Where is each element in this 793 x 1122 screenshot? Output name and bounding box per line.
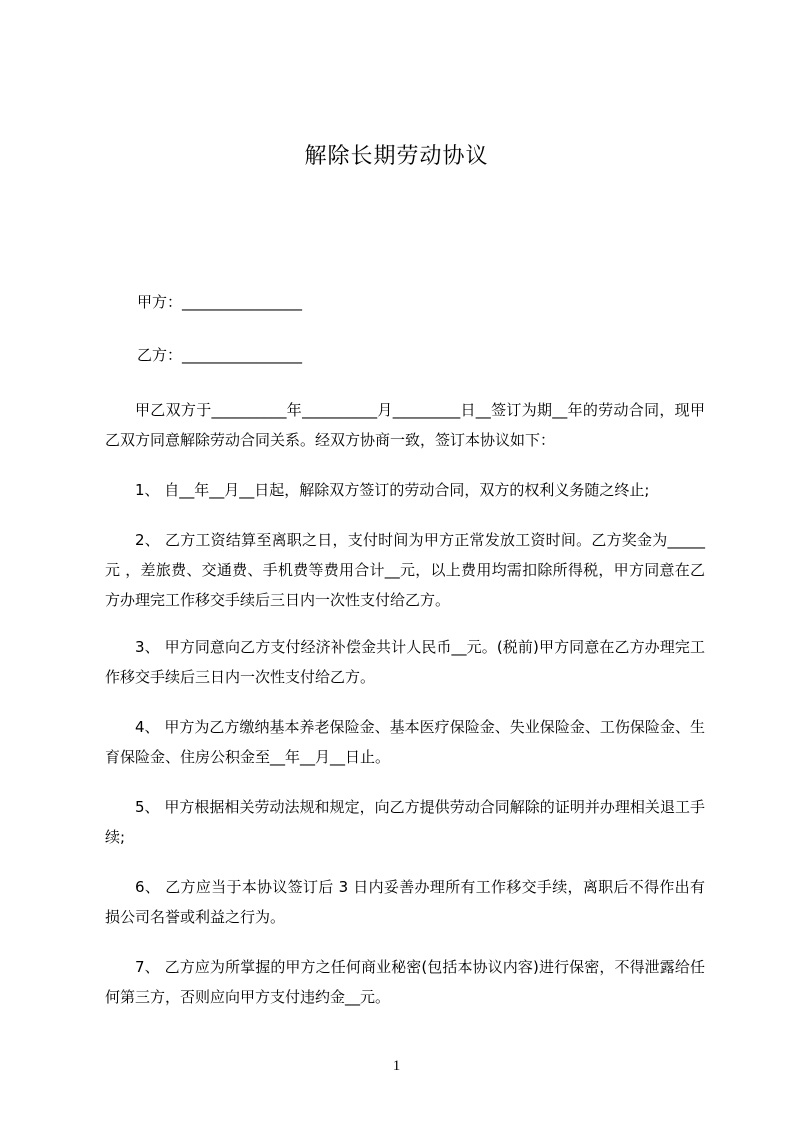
clause-3: 3、 甲方同意向乙方支付经济补偿金共计人民币__元。(税前)甲方同意在乙方办理完工作移交手续后三日内一次性支付给乙方。 (105, 638, 705, 686)
clause-2: 2、 乙方工资结算至离职之日，支付时间为甲方正常发放工资时间。乙方奖金为_____元 ，差旅费、交通费、手机费等费用合计__元，以上费用均需扣除所得税，甲方同意在乙方办理完工作移交手续后三日内一次性支付给乙方。 (105, 531, 705, 609)
clause-1: 1、 自__年__月__日起，解除双方签订的劳动合同，双方的权利义务随之终止; (135, 481, 650, 499)
intro-paragraph: 甲乙双方于__________年__________月_________日__签订为期__年的劳动合同，现甲乙双方同意解除劳动合同关系。经双方协商一致，签订本协议如下： (105, 401, 705, 449)
clause-6: 6、 乙方应当于本协议签订后 3 日内妥善办理所有工作移交手续，离职后不得作出有损公司名誉或利益之行为。 (105, 878, 705, 926)
party-b-line: 乙方：________________ (137, 346, 303, 364)
clause-4: 4、 甲方为乙方缴纳基本养老保险金、基本医疗保险金、失业保险金、工伤保险金、生育保险金、住房公积金至__年__月__日止。 (105, 718, 705, 766)
clause-5: 5、 甲方根据相关劳动法规和规定，向乙方提供劳动合同解除的证明并办理相关退工手续; (105, 798, 705, 846)
party-a-line: 甲方：________________ (137, 293, 303, 311)
page-number: 1 (392, 1058, 401, 1074)
clause-7: 7、 乙方应为所掌握的甲方之任何商业秘密(包括本协议内容)进行保密，不得泄露给任何第三方，否则应向甲方支付违约金__元。 (105, 958, 705, 1006)
document-title: 解除长期劳动协议 (304, 144, 489, 169)
